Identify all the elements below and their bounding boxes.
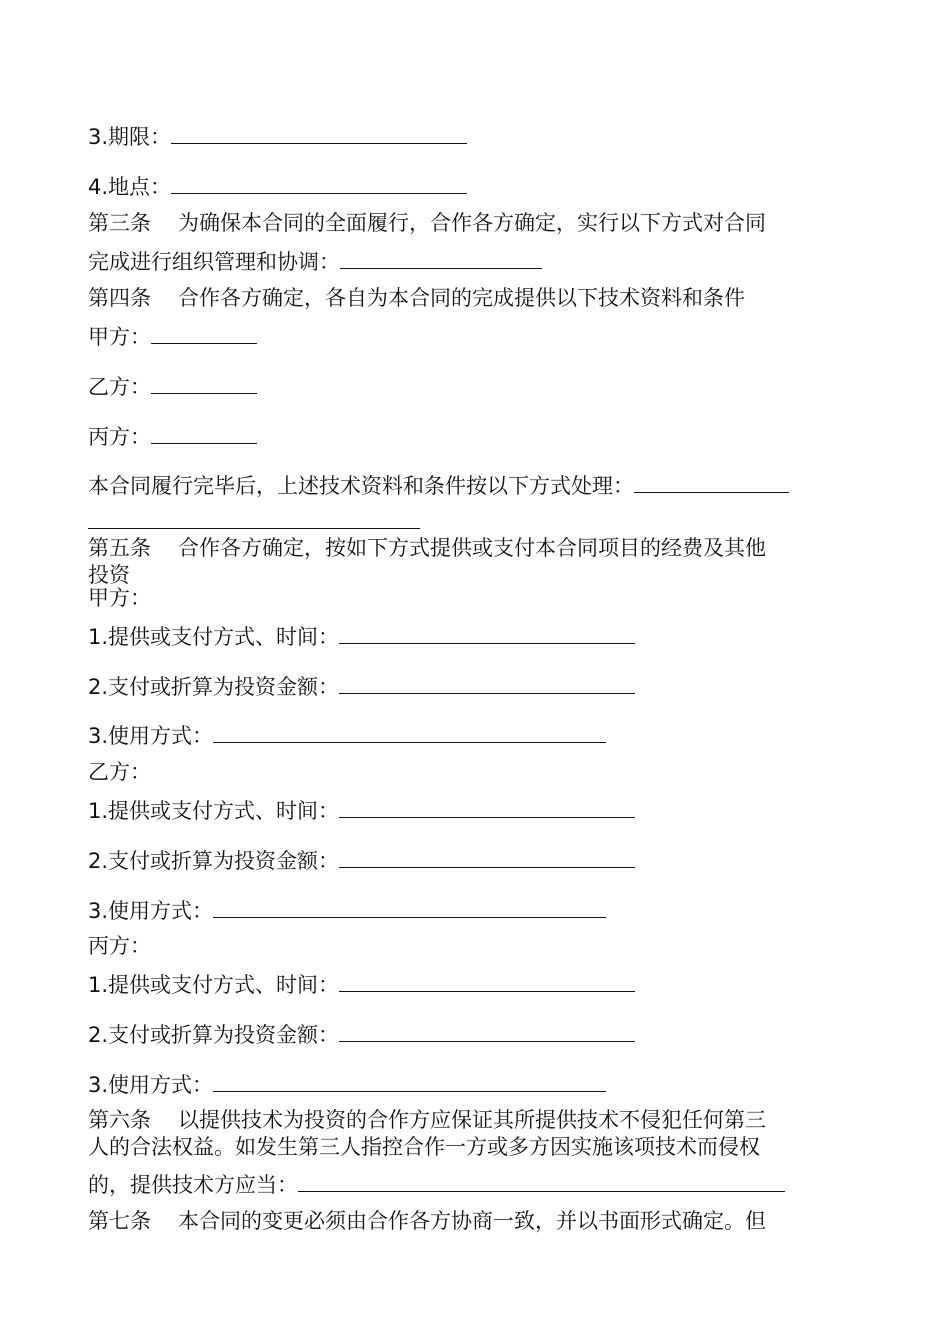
article-6-cont-1	[88, 1133, 760, 1161]
a-item-3-blank[interactable]	[213, 720, 606, 743]
party-c-heading: 丙方：	[88, 934, 151, 958]
article-3-number: 第三条	[88, 211, 151, 235]
article-3	[88, 209, 766, 237]
a-item-2-blank[interactable]	[339, 671, 635, 694]
location-label: 4.地点：	[88, 175, 172, 199]
party-c-line	[88, 421, 257, 451]
b-item-2	[88, 845, 635, 875]
investment-party-c	[88, 932, 151, 960]
article-6-number: 第六条	[88, 1108, 151, 1132]
article-6-text: 以提供技术为投资的合作方应保证其所提供技术不侵犯任何第三	[178, 1108, 766, 1132]
article-7-number: 第七条	[88, 1209, 151, 1233]
party-b-label: 乙方：	[88, 375, 151, 399]
term-blank[interactable]	[171, 121, 467, 144]
c-item-3-label: 3.使用方式：	[88, 1073, 214, 1097]
article-4	[88, 284, 745, 312]
a-item-1-blank[interactable]	[339, 621, 635, 644]
article-7-text: 本合同的变更必须由合作各方协商一致，并以书面形式确定。但	[178, 1209, 766, 1233]
article-4-number: 第四条	[88, 286, 151, 310]
b-item-2-blank[interactable]	[339, 845, 635, 868]
b-item-3	[88, 895, 606, 925]
after-completion-text: 本合同履行完毕后，上述技术资料和条件按以下方式处理：	[88, 474, 634, 498]
c-item-2-blank[interactable]	[339, 1019, 635, 1042]
c-item-3-blank[interactable]	[213, 1069, 606, 1092]
party-a-line	[88, 321, 257, 351]
location-blank[interactable]	[171, 171, 467, 194]
b-item-1-blank[interactable]	[339, 795, 635, 818]
article-3-cont-text: 完成进行组织管理和协调：	[88, 250, 340, 274]
c-item-1-blank[interactable]	[339, 969, 635, 992]
investment-party-b	[88, 758, 151, 786]
location-line	[88, 171, 467, 201]
after-completion-blank-cont[interactable]	[88, 506, 420, 529]
b-item-3-blank[interactable]	[213, 895, 606, 918]
party-a-heading: 甲方：	[88, 586, 151, 610]
article-6-cont-2	[88, 1169, 785, 1199]
after-completion-blank[interactable]	[634, 470, 789, 493]
article-6	[88, 1106, 766, 1134]
investment-party-a	[88, 584, 151, 612]
party-b-line	[88, 371, 257, 401]
b-item-1-label: 1.提供或支付方式、时间：	[88, 799, 340, 823]
article-6-cont-1-text: 人的合法权益。如发生第三人指控合作一方或多方因实施该项技术而侵权	[88, 1135, 760, 1159]
article-4-text: 合作各方确定，各自为本合同的完成提供以下技术资料和条件	[178, 286, 745, 310]
infringement-blank[interactable]	[298, 1169, 785, 1192]
party-c-blank[interactable]	[151, 421, 257, 444]
management-blank[interactable]	[340, 246, 542, 269]
c-item-1-label: 1.提供或支付方式、时间：	[88, 973, 340, 997]
term-line	[88, 121, 467, 151]
party-a-label: 甲方：	[88, 325, 151, 349]
party-a-blank[interactable]	[151, 321, 257, 344]
article-3-text: 为确保本合同的全面履行，合作各方确定，实行以下方式对合同	[178, 211, 766, 235]
c-item-3	[88, 1069, 606, 1099]
b-item-3-label: 3.使用方式：	[88, 899, 214, 923]
b-item-1	[88, 795, 635, 825]
article-5-number: 第五条	[88, 536, 151, 560]
party-c-label: 丙方：	[88, 425, 151, 449]
c-item-2-label: 2.支付或折算为投资金额：	[88, 1023, 340, 1047]
a-item-2	[88, 671, 635, 701]
a-item-3	[88, 720, 606, 750]
article-5-text: 合作各方确定，按如下方式提供或支付本合同项目的经费及其他	[178, 536, 766, 560]
article-7	[88, 1207, 766, 1235]
a-item-1	[88, 621, 635, 651]
a-item-3-label: 3.使用方式：	[88, 724, 214, 748]
after-completion-line	[88, 470, 789, 500]
party-b-blank[interactable]	[151, 371, 257, 394]
party-b-heading: 乙方：	[88, 760, 151, 784]
article-3-cont	[88, 246, 542, 276]
b-item-2-label: 2.支付或折算为投资金额：	[88, 849, 340, 873]
article-6-cont-2-text: 的，提供技术方应当：	[88, 1173, 298, 1197]
a-item-1-label: 1.提供或支付方式、时间：	[88, 625, 340, 649]
c-item-1	[88, 969, 635, 999]
article-5-cont-text: 投资	[88, 563, 130, 587]
term-label: 3.期限：	[88, 125, 172, 149]
c-item-2	[88, 1019, 635, 1049]
article-5	[88, 534, 766, 562]
a-item-2-label: 2.支付或折算为投资金额：	[88, 675, 340, 699]
